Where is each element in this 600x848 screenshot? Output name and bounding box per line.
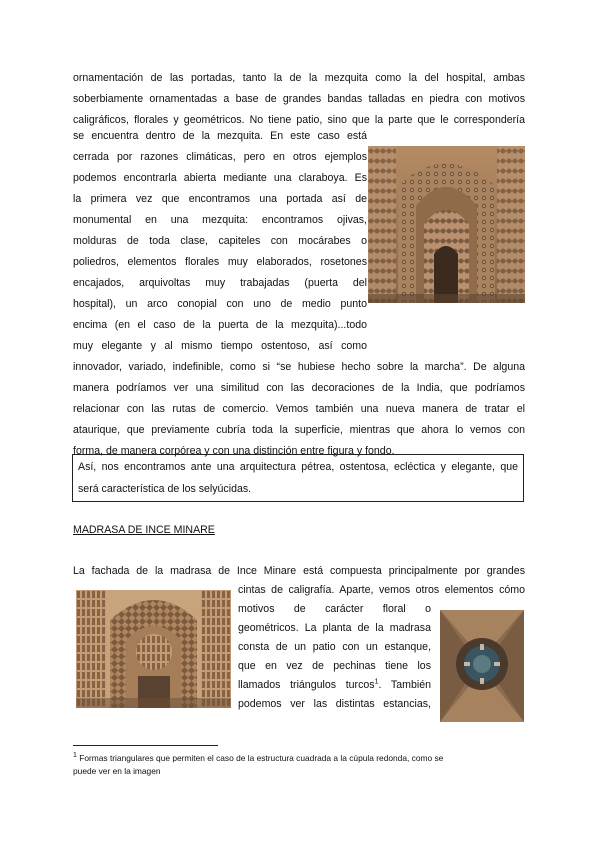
dome-interior-photo <box>440 610 524 722</box>
footnote-line <box>73 752 525 765</box>
mosque-portal-photo <box>368 146 525 303</box>
paragraph-line: relacionar con las rutas de comercio. Vemos también una nueva manera de tratar el <box>73 403 525 415</box>
callout-line: será característica de los selyúcidas. <box>78 483 252 495</box>
madrasa-facade-photo <box>76 590 231 708</box>
paragraph-line: soberbiamente ornamentadas a base de grandes bandas talladas en piedra con motivos <box>73 93 525 105</box>
paragraph-line: encima (en el caso de la puerta de la mezquita)...todo <box>73 319 367 331</box>
paragraph-line: se encuentra dentro de la mezquita. En este caso está <box>73 130 367 142</box>
paragraph-line: monumental en una mezquita: encontramos ojivas, <box>73 214 367 226</box>
line-text: . También <box>378 679 431 691</box>
paragraph-line: ornamentación de las portadas, tanto la de la mezquita como la del hospital, ambas <box>73 72 525 84</box>
paragraph-line: manera podríamos ver una similitud con las decoraciones de la India, que podríamos <box>73 382 525 394</box>
paragraph-line: hospital), un arco conopial con uno de medio punto <box>73 298 367 310</box>
line-text: llamados triángulos turcos <box>238 679 375 691</box>
paragraph-line: muy elegante y al mismo tiempo ostentoso, así como <box>73 340 367 352</box>
footnote-text: Formas triangulares que permiten el caso de la estructura cuadrada a la cúpula redonda, como se <box>76 753 444 763</box>
paragraph-line: encajados, arquivoltas muy trabajadas (puerta del <box>73 277 367 289</box>
paragraph-line: La fachada de la madrasa de Ince Minare está compuesta principalmente por grandes <box>73 565 525 577</box>
paragraph-line: molduras de toda clase, capiteles con mocárabes o <box>73 235 367 247</box>
paragraph-line: cerrada por razones climáticas, pero en otros ejemplos <box>73 151 367 163</box>
footnote-line: puede ver en la imagen <box>73 766 161 776</box>
footnote-marker: 1 <box>374 678 379 686</box>
paragraph-line: poliedros, elementos florales muy elaborados, rosetones <box>73 256 367 268</box>
section-heading: MADRASA DE INCE MINARE <box>73 524 215 536</box>
paragraph-line: podemos encontrarla abierta mediante una claraboya. Es <box>73 172 367 184</box>
paragraph-line: que en vez de pechinas tiene los <box>238 660 431 672</box>
paragraph-line: innovador, variado, indefinible, como si “se hubiese hecho sobre la marcha”. De alguna <box>73 361 525 373</box>
paragraph-line: podemos ver las distintas estancias, <box>238 698 431 710</box>
paragraph-line: consta de un patio con un estanque, <box>238 641 431 653</box>
paragraph-line: ataurique, que previamente cubría toda la superficie, mientras que ahora lo vemos con <box>73 424 525 436</box>
paragraph-line: motivos de carácter floral o <box>238 603 431 615</box>
paragraph-line: geométricos. La planta de la madrasa <box>238 622 431 634</box>
paragraph-line: la primera vez que encontramos una portada así de <box>73 193 367 205</box>
callout-line: Así, nos encontramos ante una arquitectura pétrea, ostentosa, ecléctica y elegante, que <box>78 461 518 473</box>
paragraph-line <box>238 675 431 695</box>
paragraph-line: cintas de caligrafía. Aparte, vemos otros elementos cómo <box>238 584 525 596</box>
footnote-marker: 1 <box>73 752 77 760</box>
paragraph-line: caligráficos, florales y geométricos. No tiene patio, sino que la parte que le correspondería <box>73 114 525 126</box>
paragraph-line: forma, de manera corpórea y con una distinción entre figura y fondo. <box>73 445 395 457</box>
footnote-separator <box>73 745 218 746</box>
